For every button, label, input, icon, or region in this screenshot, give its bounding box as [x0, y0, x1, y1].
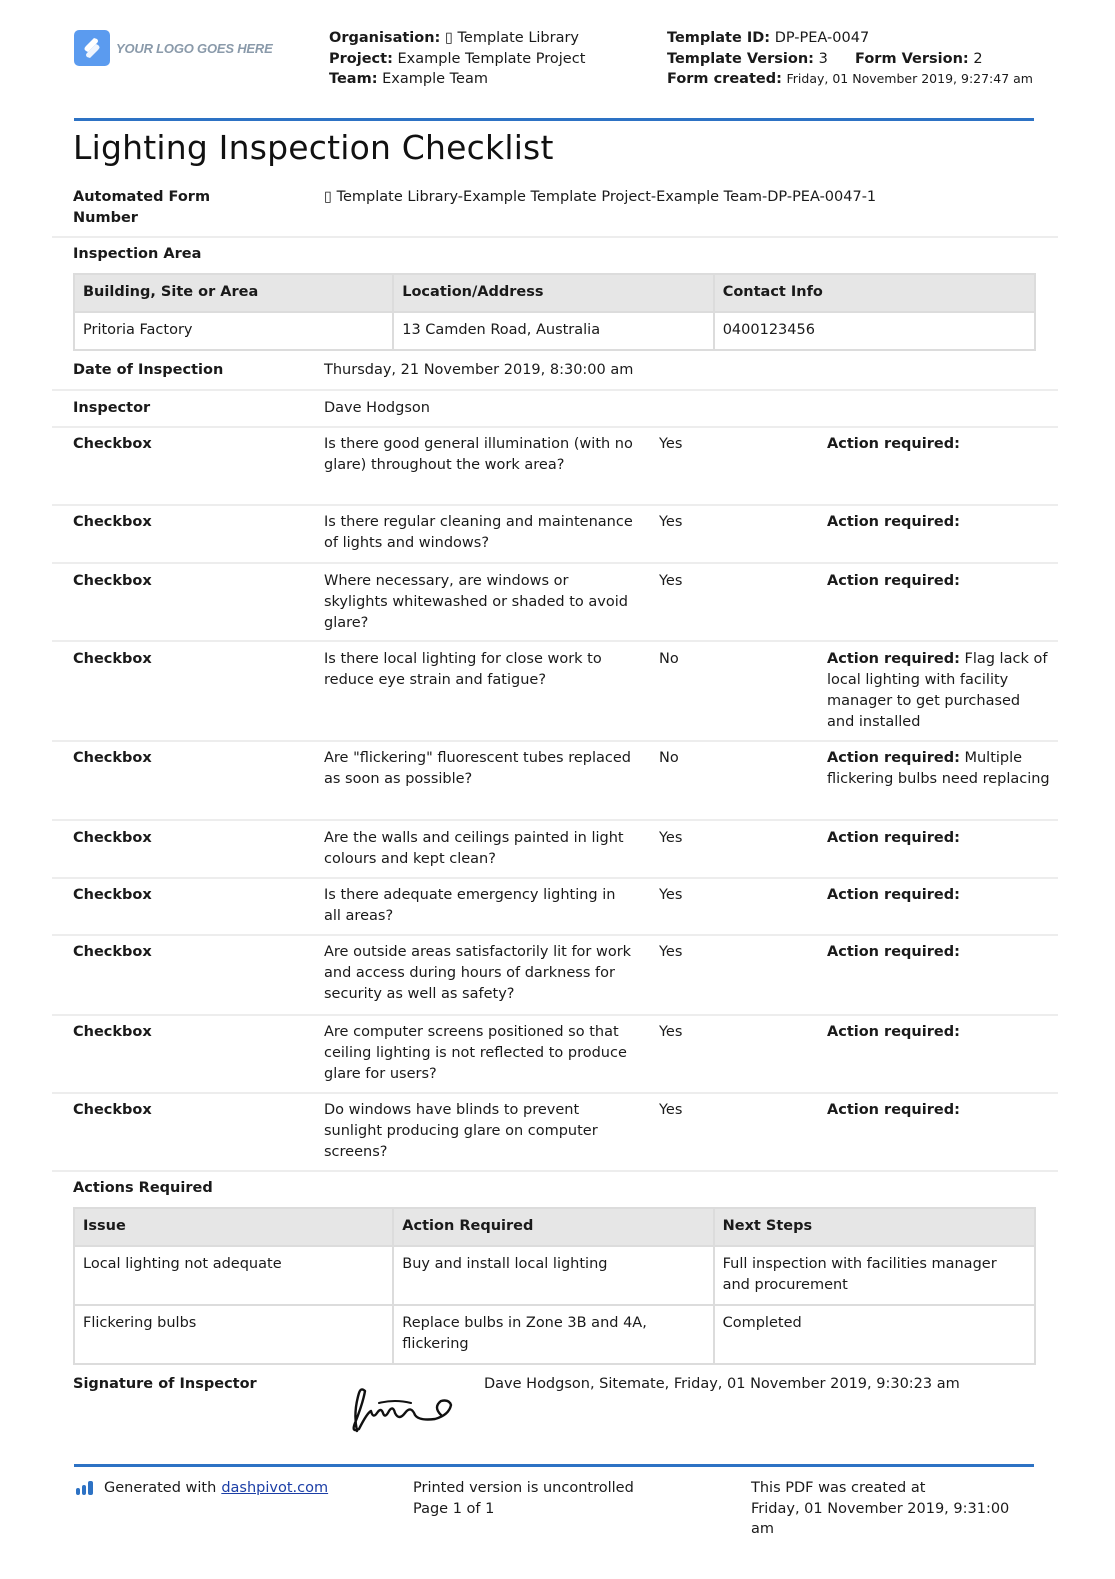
form-version-value: 2 [973, 50, 983, 67]
report-header [74, 26, 1034, 116]
pdf-created-label: This PDF was created at [751, 1480, 926, 1496]
logo-mark-icon [74, 30, 110, 66]
organisation-meta [329, 28, 585, 90]
column-header: Contact Info [714, 274, 1035, 312]
table-cell: Full inspection with facilities manager and procurement [714, 1246, 1035, 1305]
column-header: Next Steps [714, 1208, 1035, 1246]
item-question: Is there local lighting for close work to reduce eye strain and fatigue? [324, 651, 602, 688]
action-label: Action required: [827, 514, 960, 530]
table-row [74, 312, 1035, 350]
action-label: Action required: [827, 944, 960, 960]
form-created-label: Form created: [667, 71, 782, 87]
item-answer: Yes [659, 1024, 683, 1040]
checklist-item [52, 936, 1058, 1016]
form-version-label: Form Version: [855, 50, 969, 67]
organisation-label: Organisation: [329, 30, 441, 46]
inspector-row [52, 391, 1058, 428]
item-type: Checkbox [73, 1024, 152, 1040]
checklist-item [52, 742, 1058, 821]
project-value: Example Template Project [397, 50, 586, 67]
team-value: Example Team [382, 71, 488, 87]
table-cell: Flickering bulbs [74, 1305, 393, 1364]
table-header-row [74, 1208, 1035, 1246]
action-label: Action required: [827, 1102, 960, 1118]
actions-required-label: Actions Required [73, 1180, 213, 1196]
column-header: Issue [74, 1208, 393, 1246]
item-type: Checkbox [73, 651, 152, 667]
date-of-inspection-value: Thursday, 21 November 2019, 8:30:00 am [324, 362, 634, 378]
table-cell: 0400123456 [714, 312, 1035, 350]
item-question: Are outside areas satisfactorily lit for work and access during hours of darkness for security as well as safety? [324, 944, 632, 1002]
item-answer: Yes [659, 514, 683, 530]
checklist-item [52, 821, 1058, 879]
column-header: Location/Address [393, 274, 713, 312]
item-answer: Yes [659, 1102, 683, 1118]
action-label: Action required: [827, 830, 960, 846]
item-type: Checkbox [73, 887, 152, 903]
item-answer: Yes [659, 887, 683, 903]
table-row [74, 1246, 1035, 1305]
item-question: Do windows have blinds to prevent sunlight producing glare on computer screens? [324, 1102, 598, 1160]
signature-label: Signature of Inspector [73, 1376, 257, 1392]
team-label: Team: [329, 71, 378, 87]
item-answer: Yes [659, 573, 683, 589]
checklist-item [52, 1016, 1058, 1094]
table-header-row [74, 274, 1035, 312]
checklist-item [52, 428, 1058, 506]
item-answer: Yes [659, 830, 683, 846]
item-type: Checkbox [73, 830, 152, 846]
action-text: Flag lack of local lighting with facility manager to get purchased and installed [827, 651, 1048, 730]
item-question: Are the walls and ceilings painted in light colours and kept clean? [324, 830, 624, 867]
template-id-value: DP-PEA-0047 [774, 30, 870, 46]
action-label: Action required: [827, 1024, 960, 1040]
action-label: Action required: [827, 651, 960, 667]
checklist-item [52, 564, 1058, 642]
footer-divider [74, 1464, 1034, 1467]
item-answer: No [659, 750, 679, 766]
column-header: Building, Site or Area [74, 274, 393, 312]
action-label: Action required: [827, 750, 960, 766]
form-number-row [52, 183, 1058, 238]
item-question: Are computer screens positioned so that ceiling lighting is not reflected to produce glare for users? [324, 1024, 627, 1082]
checklist-item [52, 879, 1058, 936]
company-logo [74, 30, 273, 66]
project-label: Project: [329, 50, 393, 67]
uncontrolled-notice: Printed version is uncontrolled [413, 1480, 634, 1496]
pdf-created-value: Friday, 01 November 2019, 9:31:00 am [751, 1500, 1010, 1537]
template-version-label: Template Version: [667, 50, 814, 67]
item-answer: Yes [659, 944, 683, 960]
action-label: Action required: [827, 573, 960, 589]
header-divider [74, 118, 1034, 121]
inspection-area-label: Inspection Area [73, 246, 202, 262]
checklist-item [52, 642, 1058, 742]
item-answer: Yes [659, 436, 683, 452]
action-label: Action required: [827, 887, 960, 903]
template-id-label: Template ID: [667, 30, 771, 46]
form-created-value: Friday, 01 November 2019, 9:27:47 am [786, 71, 1033, 86]
page-title: Lighting Inspection Checklist [73, 128, 554, 167]
item-question: Is there adequate emergency lighting in all areas? [324, 887, 616, 924]
template-version-value: 3 [818, 50, 828, 67]
item-type: Checkbox [73, 944, 152, 960]
item-question: Where necessary, are windows or skylights whitewashed or shaded to avoid glare? [324, 573, 628, 631]
table-cell: Pritoria Factory [74, 312, 393, 350]
item-type: Checkbox [73, 514, 152, 530]
item-question: Is there good general illumination (with no glare) throughout the work area? [324, 436, 633, 473]
logo-text: YOUR LOGO GOES HERE [116, 40, 273, 56]
action-label: Action required: [827, 436, 960, 452]
signature-image [345, 1383, 460, 1438]
date-of-inspection-label: Date of Inspection [73, 362, 224, 378]
item-type: Checkbox [73, 436, 152, 452]
inspector-label: Inspector [73, 400, 151, 416]
generated-with-text: Generated with [104, 1480, 217, 1496]
form-number-label: Automated Form Number [73, 189, 211, 226]
item-question: Is there regular cleaning and maintenance of lights and windows? [324, 514, 633, 551]
table-cell: Completed [714, 1305, 1035, 1364]
item-question: Are "flickering" fluorescent tubes replaced as soon as possible? [324, 750, 631, 787]
action-text: Multiple flickering bulbs need replacing [827, 750, 1050, 787]
dashpivot-link[interactable]: dashpivot.com [221, 1480, 329, 1496]
checklist-item [52, 506, 1058, 564]
item-type: Checkbox [73, 1102, 152, 1118]
item-answer: No [659, 651, 679, 667]
checklist-item [52, 1094, 1058, 1172]
signature-details: Dave Hodgson, Sitemate, Friday, 01 November 2019, 9:30:23 am [484, 1376, 960, 1392]
column-header: Action Required [393, 1208, 713, 1246]
dashpivot-bars-icon [74, 1480, 98, 1496]
inspection-area-table [73, 273, 1036, 351]
inspector-value: Dave Hodgson [324, 400, 430, 416]
table-cell: Replace bulbs in Zone 3B and 4A, flickering [393, 1305, 713, 1364]
table-cell: Local lighting not adequate [74, 1246, 393, 1305]
table-cell: Buy and install local lighting [393, 1246, 713, 1305]
form-number-value: ▯ Template Library-Example Template Project-Example Team-DP-PEA-0047-1 [324, 189, 877, 205]
organisation-value: ▯ Template Library [444, 30, 580, 46]
actions-required-table [73, 1207, 1036, 1365]
table-cell: 13 Camden Road, Australia [393, 312, 713, 350]
page-number: Page 1 of 1 [413, 1500, 495, 1517]
date-of-inspection-row [52, 356, 1058, 391]
template-meta [667, 28, 1037, 90]
item-type: Checkbox [73, 573, 152, 589]
table-row [74, 1305, 1035, 1364]
item-type: Checkbox [73, 750, 152, 766]
